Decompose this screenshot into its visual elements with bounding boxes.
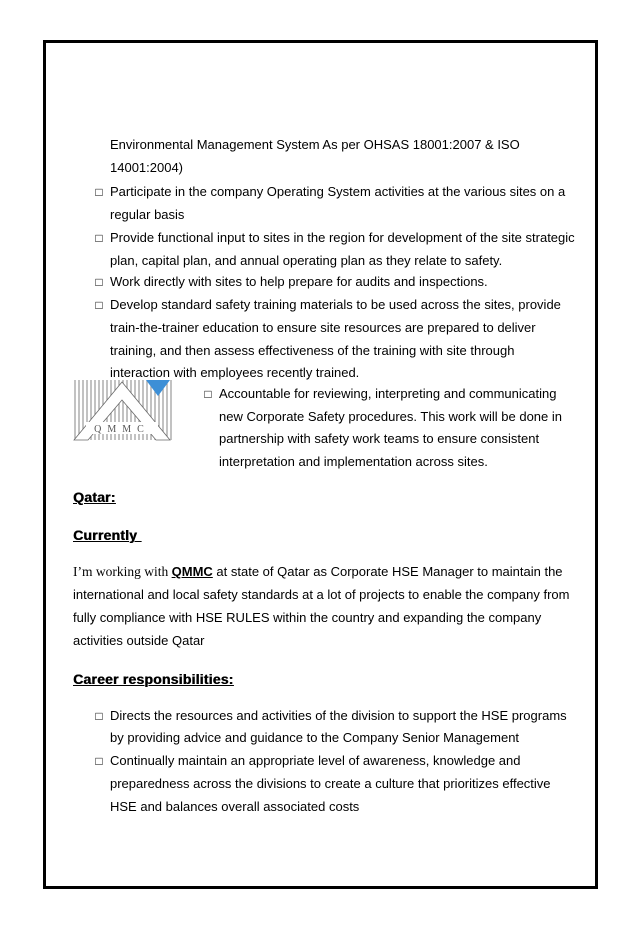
bullet-text: by providing advice and guidance to the Company Senior Management [110, 730, 520, 745]
bullet-text: interaction with employees recently trained. [110, 365, 360, 380]
bullet-text: Develop standard safety training materials to be used across the sites, provide [110, 297, 561, 312]
bullet-icon [201, 383, 215, 406]
section-heading-qatar: Qatar: [73, 489, 116, 505]
section-heading-career: Career responsibilities: [73, 671, 234, 687]
paragraph-line: fully compliance with HSE RULES within the country and expanding the company [73, 610, 542, 625]
bullet-text: partnership with safety work teams to ensure consistent [219, 431, 540, 446]
bullet-icon [92, 705, 106, 728]
bullet-text: preparedness across the divisions to create a culture that prioritizes effective [110, 776, 551, 791]
paragraph-rest: at state of Qatar as Corporate HSE Manager to maintain the [212, 564, 563, 579]
bullet-icon [92, 181, 106, 204]
qmmc-logo [72, 378, 173, 442]
paragraph-line: international and local safety standards at a lot of projects to enable the company from [73, 587, 570, 602]
bullet-text: Work directly with sites to help prepare for audits and inspections. [110, 274, 488, 289]
bullet-text: Directs the resources and activities of the division to support the HSE programs [110, 708, 567, 723]
section-heading-currently: Currently [73, 527, 142, 543]
bullet-text: Provide functional input to sites in the region for development of the site strategic [110, 230, 575, 245]
paragraph-line: activities outside Qatar [73, 633, 205, 648]
bullet-text: Accountable for reviewing, interpreting and communicating [219, 386, 557, 401]
paragraph-lead: I’m working with [73, 564, 172, 579]
logo-text: QMMC [94, 424, 150, 435]
text-line: 14001:2004) [110, 160, 184, 175]
bullet-icon [92, 271, 106, 294]
company-name: QMMC [171, 564, 213, 579]
text-line: Environmental Management System As per OHSAS 18001:2007 & ISO [110, 137, 520, 152]
bullet-text: plan, capital plan, and annual operating plan as they relate to safety. [110, 253, 503, 268]
bullet-text: regular basis [110, 207, 185, 222]
bullet-text: Participate in the company Operating System activities at the various sites on a [110, 184, 566, 199]
bullet-text: training, and then assess effectiveness of the training with site through [110, 343, 515, 358]
bullet-text: Continually maintain an appropriate level of awareness, knowledge and [110, 753, 521, 768]
bullet-text: HSE and balances overall associated costs [110, 799, 360, 814]
bullet-icon [92, 750, 106, 773]
bullet-text: new Corporate Safety procedures. This work will be done in [219, 409, 562, 424]
paragraph-line [73, 561, 563, 584]
bullet-text: interpretation and implementation across sites. [219, 454, 488, 469]
bullet-icon [92, 227, 106, 250]
bullet-text: train-the-trainer education to ensure site resources are prepared to deliver [110, 320, 536, 335]
bullet-icon [92, 294, 106, 317]
